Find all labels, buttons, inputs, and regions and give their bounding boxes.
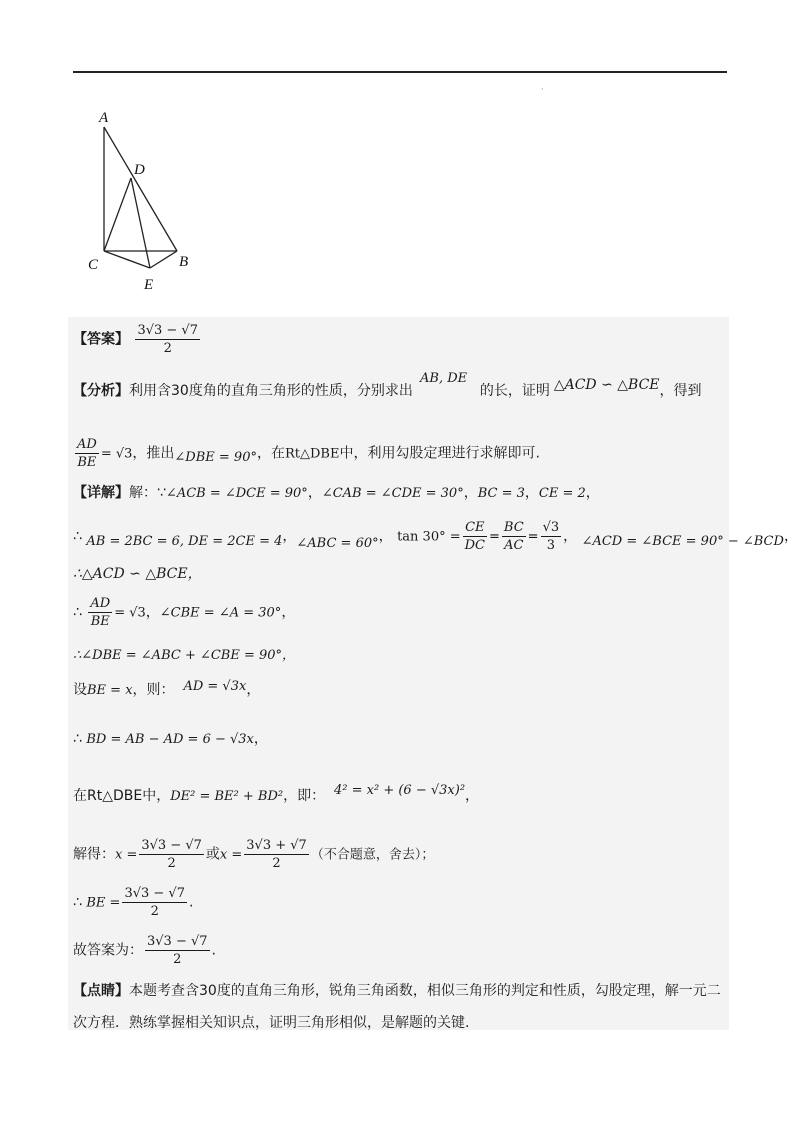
detail-line-7: ∴ BD = AB − AD = 6 − √3x， <box>73 731 268 747</box>
geometry-figure <box>80 104 210 294</box>
detail-line-6: 设BE = x，则： AD = √3x， <box>73 679 261 698</box>
segment-ce <box>104 251 150 268</box>
segment-eb <box>150 251 177 268</box>
detail-line-10: ∴ BE = $\frac{3√3 - √7}{2}$ . <box>73 886 194 919</box>
segment-de <box>131 178 150 268</box>
detail-line-11: 故答案为： $\frac{3√3 - √7}{2}$ . <box>73 934 216 967</box>
comment-line-1: 【点睛】本题考查含30度的直角三角形，锐角三角函数，相似三角形的判定和性质，勾股定理，解一元二 <box>73 983 721 999</box>
detail-line-9: 解得：x = $\frac{3√3 - √7}{2}$ 或x = $\frac{3√3 + √7}{2}$ （不合题意，舍去）； <box>73 838 435 871</box>
label-e: E <box>144 277 154 293</box>
detail-line-8: 在Rt△DBE中，DE² = BE² + BD²，即： 4² = x² + (6 − √3x)²， <box>73 783 480 804</box>
answer-tag: 【答案】 <box>73 331 129 348</box>
detail-line-4: ∴ $\frac{AD}{BE}$ = √3，∠CBE = ∠A = 30°， <box>73 596 296 629</box>
label-b: B <box>179 254 189 270</box>
detail-line-1: 【详解】解：∵∠ACB = ∠DCE = 90°，∠CAB = ∠CDE = 30°，BC = 3，CE = 2， <box>73 485 600 501</box>
answer-fraction: $\frac{3√3 - √7}{2}$ <box>137 323 198 356</box>
detail-line-2: ∴ AB = 2BC = 6, DE = 2CE = 4，∠ABC = 60°， tan 30° = $\frac{CE}{DC}$ = $\frac{BC}{AC}$ = $\frac{√3}{3}$ ， ∠ACD = ∠BCE = 90° − ∠BCD， <box>73 520 798 553</box>
answer-line <box>73 323 202 356</box>
label-c: C <box>88 257 99 273</box>
detail-line-3: ∴△ACD ∽ △BCE， <box>73 566 202 582</box>
label-d: D <box>134 162 145 178</box>
segment-ab <box>104 127 177 251</box>
triangle-diagram <box>80 104 210 294</box>
analysis-line-1: 【分析】利用含30度角的直角三角形的性质，分别求出 的长，证明 △ACD ∽ △BCE，得到 <box>73 377 702 399</box>
comment-line-2: 次方程．熟练掌握相关知识点，证明三角形相似，是解题的关键. <box>73 1015 470 1031</box>
analysis-line-2: $\frac{AD}{BE}$ = √3，推出∠DBE = 90°，在Rt△DBE中，利用勾股定理进行求解即可. <box>77 437 540 470</box>
detail-line-5: ∴∠DBE = ∠ABC + ∠CBE = 90°， <box>73 648 296 663</box>
analysis-ab-de: AB, DE <box>420 371 468 386</box>
segment-cd <box>104 178 131 251</box>
solution-panel <box>68 317 729 1030</box>
page-mark: · <box>541 85 544 94</box>
header-rule <box>73 71 727 73</box>
label-a: A <box>99 110 109 126</box>
